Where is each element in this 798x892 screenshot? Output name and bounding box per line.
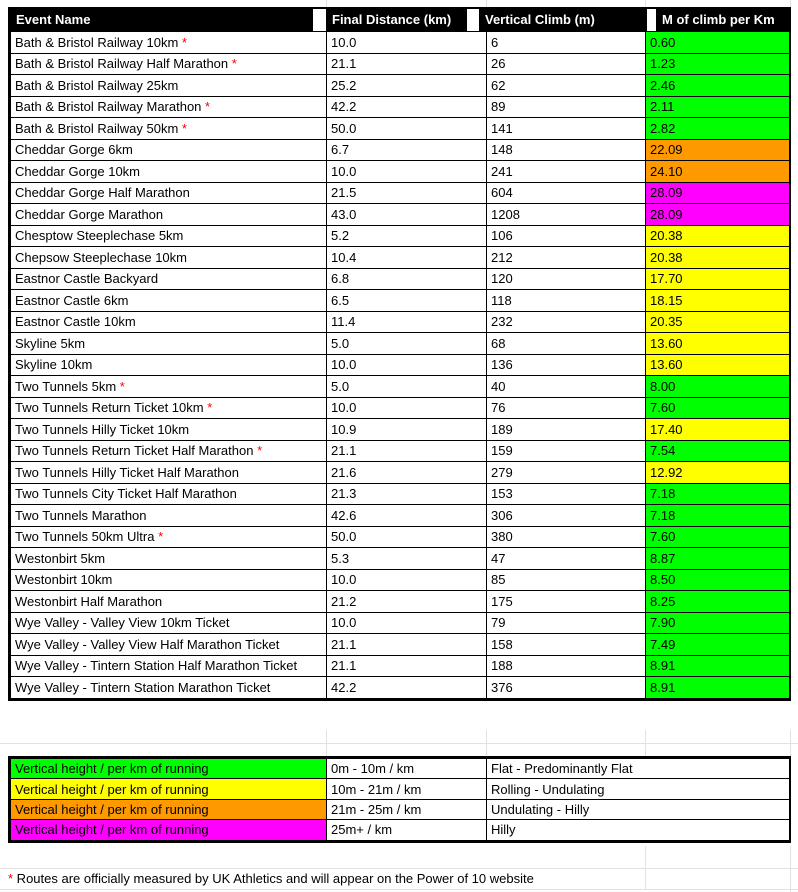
measured-route-asterisk: * [253, 443, 263, 459]
per-km-cell[interactable]: 7.18 [646, 483, 790, 505]
distance-cell[interactable]: 10.0 [327, 569, 487, 591]
event-row [11, 569, 790, 591]
per-km-cell[interactable]: 1.23 [646, 53, 790, 75]
per-km-cell[interactable]: 8.50 [646, 569, 790, 591]
climb-cell[interactable]: 136 [487, 354, 646, 376]
event-row [11, 118, 790, 140]
per-km-cell[interactable]: 17.70 [646, 268, 790, 290]
event-row [11, 483, 790, 505]
events-grid [10, 31, 790, 699]
legend-range-cell[interactable]: 25m+ / km [327, 820, 487, 840]
distance-cell[interactable]: 10.4 [327, 247, 487, 269]
event-name-cell[interactable]: Wye Valley - Valley View Half Marathon Ticket [11, 634, 327, 656]
per-km-cell[interactable]: 8.91 [646, 655, 790, 677]
measured-route-asterisk: * [178, 34, 187, 50]
distance-cell[interactable]: 21.3 [327, 483, 487, 505]
event-row [11, 612, 790, 634]
event-name-cell[interactable]: Two Tunnels Marathon [11, 505, 327, 527]
event-row [11, 225, 790, 247]
event-row [11, 182, 790, 204]
gridline [486, 730, 487, 756]
distance-cell[interactable]: 5.0 [327, 333, 487, 355]
legend-grid [10, 758, 790, 841]
distance-cell[interactable]: 42.2 [327, 96, 487, 118]
gridline [790, 846, 791, 892]
event-row [11, 526, 790, 548]
distance-cell[interactable]: 5.3 [327, 548, 487, 570]
event-row [11, 204, 790, 226]
gridline [645, 730, 646, 756]
per-km-cell[interactable]: 12.92 [646, 462, 790, 484]
climb-cell[interactable]: 120 [487, 268, 646, 290]
event-name-cell[interactable]: Bath & Bristol Railway Marathon * [11, 96, 327, 118]
event-name-cell[interactable]: Bath & Bristol Railway 50km * [11, 118, 327, 140]
event-name-cell[interactable]: Wye Valley - Tintern Station Marathon Ticket [11, 677, 327, 699]
legend-label-cell[interactable]: Vertical height / per km of running [11, 759, 327, 779]
distance-cell[interactable]: 6.7 [327, 139, 487, 161]
distance-cell[interactable]: 21.1 [327, 53, 487, 75]
event-row [11, 290, 790, 312]
per-km-cell[interactable]: 18.15 [646, 290, 790, 312]
legend-description-cell[interactable]: Hilly [487, 820, 790, 840]
climb-cell[interactable]: 79 [487, 612, 646, 634]
event-name-cell[interactable]: Cheddar Gorge 10km [11, 161, 327, 183]
measured-route-asterisk: * [116, 378, 125, 394]
distance-cell[interactable]: 6.8 [327, 268, 487, 290]
event-name-cell[interactable]: Cheddar Gorge 6km [11, 139, 327, 161]
per-km-cell[interactable]: 7.60 [646, 397, 790, 419]
distance-cell[interactable]: 10.9 [327, 419, 487, 441]
events-table-header [10, 9, 789, 31]
footnote-text: Routes are officially measured by UK Athletics and will appear on the Power of 10 website [13, 871, 534, 886]
legend-description-cell[interactable]: Flat - Predominantly Flat [487, 759, 790, 779]
climb-cell[interactable]: 40 [487, 376, 646, 398]
event-row [11, 268, 790, 290]
distance-cell[interactable]: 21.2 [327, 591, 487, 613]
measured-route-asterisk: * [201, 99, 211, 115]
legend-range-cell[interactable]: 10m - 21m / km [327, 779, 487, 799]
distance-cell[interactable]: 21.6 [327, 462, 487, 484]
per-km-cell[interactable]: 28.09 [646, 204, 790, 226]
climb-cell[interactable]: 1208 [487, 204, 646, 226]
climb-cell[interactable]: 158 [487, 634, 646, 656]
climb-cell[interactable]: 380 [487, 526, 646, 548]
event-row [11, 53, 790, 75]
footnote-asterisk: * [8, 871, 14, 886]
climb-cell[interactable]: 212 [487, 247, 646, 269]
event-name-cell[interactable]: Cheddar Gorge Half Marathon [11, 182, 327, 204]
event-name-cell[interactable]: Eastnor Castle 10km [11, 311, 327, 333]
distance-cell[interactable]: 42.2 [327, 677, 487, 699]
event-name-cell[interactable]: Two Tunnels City Ticket Half Marathon [11, 483, 327, 505]
climb-cell[interactable]: 376 [487, 677, 646, 699]
climb-cell[interactable]: 76 [487, 397, 646, 419]
event-row [11, 505, 790, 527]
event-name-cell[interactable]: Wye Valley - Tintern Station Half Marathon Ticket [11, 655, 327, 677]
per-km-cell[interactable]: 7.54 [646, 440, 790, 462]
per-km-cell[interactable]: 2.46 [646, 75, 790, 97]
event-name-cell[interactable]: Westonbirt Half Marathon [11, 591, 327, 613]
event-row [11, 548, 790, 570]
event-row [11, 247, 790, 269]
gridline [645, 0, 646, 7]
climb-cell[interactable]: 89 [487, 96, 646, 118]
distance-cell[interactable]: 21.1 [327, 634, 487, 656]
distance-cell[interactable]: 10.0 [327, 397, 487, 419]
measured-route-asterisk: * [178, 120, 187, 136]
climb-cell[interactable]: 232 [487, 311, 646, 333]
distance-cell[interactable]: 21.5 [327, 182, 487, 204]
header-cell-vertical-climb[interactable]: Vertical Climb (m) [479, 9, 647, 31]
climb-cell[interactable]: 279 [487, 462, 646, 484]
climb-cell[interactable]: 153 [487, 483, 646, 505]
climb-cell[interactable]: 47 [487, 548, 646, 570]
event-row [11, 397, 790, 419]
header-cell-event-name[interactable]: Event Name [10, 9, 313, 31]
distance-cell[interactable]: 10.0 [327, 32, 487, 54]
gridline [0, 889, 798, 890]
gridline [326, 730, 327, 756]
per-km-cell[interactable]: 20.38 [646, 247, 790, 269]
gridline [326, 0, 327, 7]
legend-range-cell[interactable]: 21m - 25m / km [327, 799, 487, 819]
event-row [11, 75, 790, 97]
legend-row [11, 799, 790, 819]
event-name-cell[interactable]: Bath & Bristol Railway Half Marathon * [11, 53, 327, 75]
per-km-cell[interactable]: 8.00 [646, 376, 790, 398]
per-km-cell[interactable]: 13.60 [646, 333, 790, 355]
per-km-cell[interactable]: 24.10 [646, 161, 790, 183]
climb-cell[interactable]: 68 [487, 333, 646, 355]
event-row [11, 462, 790, 484]
event-name-cell[interactable]: Two Tunnels Hilly Ticket 10km [11, 419, 327, 441]
event-name-cell[interactable]: Westonbirt 10km [11, 569, 327, 591]
event-row [11, 376, 790, 398]
legend-row [11, 779, 790, 799]
distance-cell[interactable]: 50.0 [327, 118, 487, 140]
event-name-cell[interactable]: Two Tunnels 5km * [11, 376, 327, 398]
climb-cell[interactable]: 6 [487, 32, 646, 54]
per-km-cell[interactable]: 22.09 [646, 139, 790, 161]
event-row [11, 655, 790, 677]
event-row [11, 139, 790, 161]
event-name-cell[interactable]: Wye Valley - Valley View 10km Ticket [11, 612, 327, 634]
climb-cell[interactable]: 306 [487, 505, 646, 527]
gridline [645, 846, 646, 889]
per-km-cell[interactable]: 20.35 [646, 311, 790, 333]
event-row [11, 440, 790, 462]
per-km-cell[interactable]: 8.91 [646, 677, 790, 699]
event-name-cell[interactable]: Bath & Bristol Railway 25km [11, 75, 327, 97]
event-name-cell[interactable]: Two Tunnels Return Ticket 10km * [11, 397, 327, 419]
distance-cell[interactable]: 21.1 [327, 655, 487, 677]
gridline [0, 743, 798, 744]
per-km-cell[interactable]: 17.40 [646, 419, 790, 441]
per-km-cell[interactable]: 7.49 [646, 634, 790, 656]
footnote-row[interactable] [8, 869, 534, 889]
event-row [11, 333, 790, 355]
climb-cell[interactable]: 159 [487, 440, 646, 462]
per-km-cell[interactable]: 20.38 [646, 225, 790, 247]
event-row [11, 354, 790, 376]
distance-cell[interactable]: 25.2 [327, 75, 487, 97]
event-name-cell[interactable]: Eastnor Castle Backyard [11, 268, 327, 290]
climb-cell[interactable]: 141 [487, 118, 646, 140]
per-km-cell[interactable]: 28.09 [646, 182, 790, 204]
climb-cell[interactable]: 604 [487, 182, 646, 204]
event-row [11, 32, 790, 54]
event-row [11, 634, 790, 656]
event-name-cell[interactable]: Chepsow Steeplechase 10km [11, 247, 327, 269]
climb-cell[interactable]: 106 [487, 225, 646, 247]
measured-route-asterisk: * [154, 529, 164, 545]
per-km-cell[interactable]: 2.11 [646, 96, 790, 118]
event-row [11, 419, 790, 441]
event-name-cell[interactable]: Cheddar Gorge Marathon [11, 204, 327, 226]
climb-cell[interactable]: 26 [487, 53, 646, 75]
climb-cell[interactable]: 148 [487, 139, 646, 161]
event-name-cell[interactable]: Eastnor Castle 6km [11, 290, 327, 312]
event-row [11, 161, 790, 183]
legend-range-cell[interactable]: 0m - 10m / km [327, 759, 487, 779]
climb-cell[interactable]: 189 [487, 419, 646, 441]
legend-label-cell[interactable]: Vertical height / per km of running [11, 799, 327, 819]
event-name-cell[interactable]: Westonbirt 5km [11, 548, 327, 570]
measured-route-asterisk: * [228, 56, 237, 72]
events-table [8, 7, 791, 701]
legend-table [8, 756, 791, 843]
distance-cell[interactable]: 11.4 [327, 311, 487, 333]
event-row [11, 677, 790, 699]
climb-cell[interactable]: 85 [487, 569, 646, 591]
climb-cell[interactable]: 62 [487, 75, 646, 97]
gridline [790, 0, 791, 7]
legend-row [11, 820, 790, 840]
per-km-cell[interactable]: 7.18 [646, 505, 790, 527]
legend-description-cell[interactable]: Rolling - Undulating [487, 779, 790, 799]
gridline [790, 730, 791, 756]
event-name-cell[interactable]: Skyline 10km [11, 354, 327, 376]
distance-cell[interactable]: 10.0 [327, 161, 487, 183]
distance-cell[interactable]: 6.5 [327, 290, 487, 312]
distance-cell[interactable]: 10.0 [327, 612, 487, 634]
distance-cell[interactable]: 21.1 [327, 440, 487, 462]
gridline [486, 0, 487, 7]
distance-cell[interactable]: 50.0 [327, 526, 487, 548]
climb-cell[interactable]: 175 [487, 591, 646, 613]
distance-cell[interactable]: 10.0 [327, 354, 487, 376]
distance-cell[interactable]: 43.0 [327, 204, 487, 226]
climb-cell[interactable]: 188 [487, 655, 646, 677]
per-km-cell[interactable]: 13.60 [646, 354, 790, 376]
climb-cell[interactable]: 241 [487, 161, 646, 183]
header-cell-final-distance[interactable]: Final Distance (km) [326, 9, 467, 31]
per-km-cell[interactable]: 0.60 [646, 32, 790, 54]
per-km-cell[interactable]: 7.90 [646, 612, 790, 634]
event-row [11, 311, 790, 333]
legend-row [11, 759, 790, 779]
event-name-cell[interactable]: Skyline 5km [11, 333, 327, 355]
per-km-cell[interactable]: 7.60 [646, 526, 790, 548]
legend-label-cell[interactable]: Vertical height / per km of running [11, 779, 327, 799]
event-name-cell[interactable]: Chesptow Steeplechase 5km [11, 225, 327, 247]
event-row [11, 591, 790, 613]
distance-cell[interactable]: 42.6 [327, 505, 487, 527]
event-name-cell[interactable]: Two Tunnels Return Ticket Half Marathon * [11, 440, 327, 462]
event-name-cell[interactable]: Two Tunnels 50km Ultra * [11, 526, 327, 548]
event-row [11, 96, 790, 118]
distance-cell[interactable]: 5.2 [327, 225, 487, 247]
per-km-cell[interactable]: 2.82 [646, 118, 790, 140]
climb-cell[interactable]: 118 [487, 290, 646, 312]
per-km-cell[interactable]: 8.87 [646, 548, 790, 570]
event-name-cell[interactable]: Two Tunnels Hilly Ticket Half Marathon [11, 462, 327, 484]
per-km-cell[interactable]: 8.25 [646, 591, 790, 613]
measured-route-asterisk: * [203, 400, 213, 416]
legend-label-cell[interactable]: Vertical height / per km of running [11, 820, 327, 840]
distance-cell[interactable]: 5.0 [327, 376, 487, 398]
header-cell-climb-per-km[interactable]: M of climb per Km [656, 9, 789, 31]
event-name-cell[interactable]: Bath & Bristol Railway 10km * [11, 32, 327, 54]
legend-description-cell[interactable]: Undulating - Hilly [487, 799, 790, 819]
